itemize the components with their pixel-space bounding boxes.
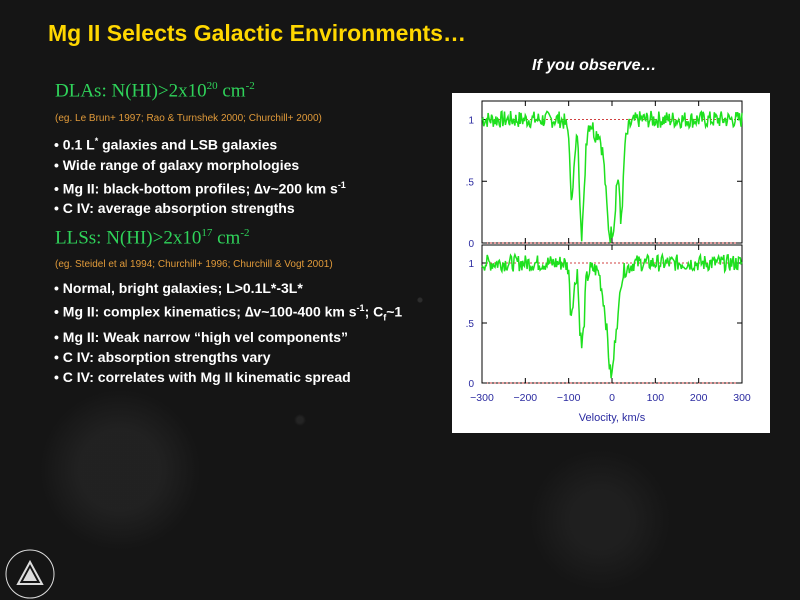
- lls-heading-main: LLSs: N(HI)>2x10: [55, 227, 202, 249]
- y-tick-label: 0: [468, 379, 474, 390]
- dla-bullet-3-a: • Mg II: black-bottom profiles; ∆v~200 km s: [54, 180, 338, 197]
- lls-bullet-2-sup: -1: [356, 303, 365, 313]
- lls-heading-unit-exp: -2: [240, 227, 250, 239]
- x-tick-label: 200: [689, 392, 708, 404]
- lls-bullet-2-a: • Mg II: complex kinematics; ∆v~100-400 km s: [54, 303, 357, 320]
- plot-frame: [482, 101, 742, 243]
- lls-bullet-2-c: ~1: [386, 303, 403, 320]
- x-tick-label: −100: [556, 392, 581, 404]
- dla-heading-unit: cm: [217, 80, 246, 102]
- dla-bullet-1-b: galaxies and LSB galaxies: [98, 136, 278, 153]
- spectra-plot-panel: [452, 93, 770, 433]
- x-tick-label: 100: [646, 392, 665, 404]
- x-axis-label: Velocity, km/s: [578, 412, 646, 424]
- dla-heading: [55, 80, 255, 102]
- lls-bullet-list: [54, 278, 402, 387]
- y-tick-label: 0: [468, 239, 474, 250]
- dla-bullet-3: [54, 175, 346, 199]
- lls-bullet-4: • C IV: absorption strengths vary: [54, 349, 271, 366]
- dla-heading-unit-exp: -2: [245, 80, 255, 92]
- x-tick-label: −300: [470, 392, 494, 404]
- y-tick-label: .5: [465, 319, 474, 330]
- y-tick-label: 1: [468, 259, 474, 270]
- dla-bullet-4: • C IV: average absorption strengths: [54, 200, 295, 217]
- lls-heading-unit: cm: [212, 227, 241, 249]
- y-tick-label: .5: [465, 177, 474, 189]
- observe-label: If you observe…: [532, 57, 657, 74]
- x-tick-label: 300: [733, 392, 751, 404]
- lls-heading-exp: 17: [201, 227, 213, 239]
- dla-bullet-1: [54, 131, 346, 155]
- dla-heading-exp: 20: [206, 80, 218, 92]
- spectrum-line: [482, 111, 742, 243]
- x-tick-label: −200: [513, 392, 538, 404]
- lls-bullet-5: • C IV: correlates with Mg II kinematic spread: [54, 369, 351, 386]
- dla-bullet-list: [54, 131, 346, 218]
- dla-references: (eg. Le Brun+ 1997; Rao & Turnshek 2000; Churchill+ 2000): [55, 113, 322, 124]
- spectra-chart: [452, 93, 770, 433]
- lls-bullet-2: [54, 298, 402, 327]
- lls-bullet-2-b: ; C: [364, 303, 384, 320]
- y-tick-label: 1: [468, 115, 474, 127]
- lls-bullet-1: • Normal, bright galaxies; L>0.1L*-3L*: [54, 280, 303, 296]
- dla-bullet-2: • Wide range of galaxy morphologies: [54, 156, 300, 173]
- slide-title: Mg II Selects Galactic Environments…: [48, 20, 466, 46]
- x-tick-label: 0: [609, 392, 615, 404]
- lls-references: (eg. Steidel et al 1994; Churchill+ 1996; Churchill & Vogt 2001): [55, 259, 333, 270]
- university-seal-logo: [2, 540, 58, 600]
- dla-bullet-1-sup: *: [94, 136, 99, 146]
- lls-bullet-2-sub: f: [383, 312, 387, 323]
- spectrum-line: [482, 255, 742, 379]
- lls-heading: [55, 227, 249, 249]
- lls-bullet-3: • Mg II: Weak narrow “high vel components”: [54, 329, 349, 346]
- dla-bullet-1-a: • 0.1 L: [54, 136, 95, 153]
- dla-bullet-3-sup: -1: [337, 179, 346, 190]
- dla-heading-main: DLAs: N(HI)>2x10: [55, 80, 207, 102]
